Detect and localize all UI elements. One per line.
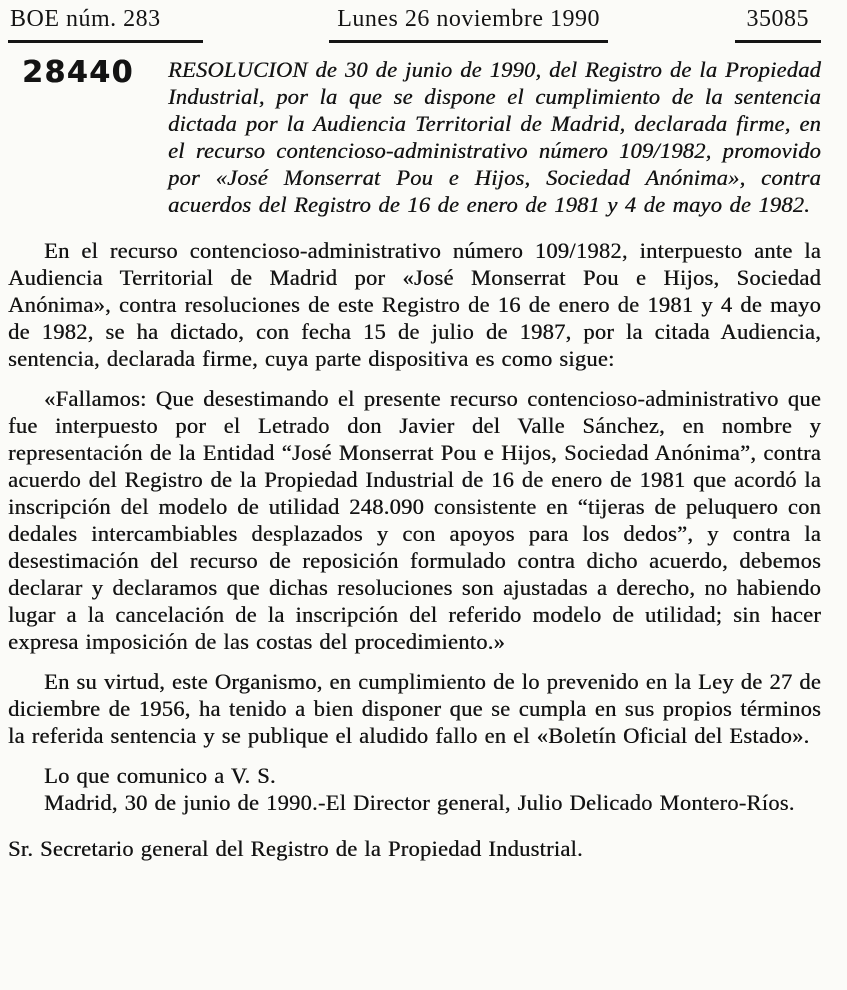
paragraph-virtud: En su virtud, este Organismo, en cumplimiento de lo prevenido en la Ley de 27 de diciembre de 1956, ha tenido a bien disponer que se cumpla en sus propios términos la referida sentencia y se publique el aludido fallo en el «Boletín Oficial del Estado». [8, 669, 821, 748]
date-heading: Lunes 26 noviembre 1990 [329, 6, 608, 43]
closing-signature: Madrid, 30 de junio de 1990.-El Director general, Julio Delicado Montero-Ríos. [44, 790, 795, 815]
entry-number: 28440 [22, 55, 134, 90]
paragraph-recurso: En el recurso contencioso-administrativo número 109/1982, interpuesto ante la Audiencia Territorial de Madrid por «José Monserrat Pou e Hijos, Sociedad Anónima», contra resoluciones de este Registro de 16 de enero de 1981 y 4 de mayo de 1982, se ha dictado, con fecha 15 de julio de 1987, por la citada Audiencia, sentencia, declarada firme, cuya parte dispositiva es como sigue: [8, 238, 821, 371]
resolution-body [8, 237, 821, 862]
masthead [8, 6, 821, 43]
entry-header [8, 56, 821, 218]
entry-summary: RESOLUCION de 30 de junio de 1990, del Registro de la Propiedad Industrial, por la que se dispone el cumplimiento de la sentencia dictada por la Audiencia Territorial de Madrid, declarada firme, en el recurso contencioso-administrativo número 109/1982, promovido por «José Monserrat Pou e Hijos, Sociedad Anónima», contra acuerdos del Registro de 16 de enero de 1981 y 4 de mayo de 1982. [168, 57, 821, 217]
boe-issue-label: BOE núm. 283 [8, 6, 203, 43]
addressee-line: Sr. Secretario general del Registro de la Propiedad Industrial. [8, 836, 583, 861]
closing-comunico: Lo que comunico a V. S. [44, 763, 276, 788]
page-number: 35085 [735, 6, 822, 43]
paragraph-fallamos: «Fallamos: Que desestimando el presente recurso contencioso-administrativo que fue interpuesto por el Letrado don Javier del Valle Sánchez, en nombre y representación de la Entidad “José Monserrat Pou e Hijos, Sociedad Anónima”, contra acuerdo del Registro de la Propiedad Industrial de 16 de enero de 1981 que acordó la inscripción del modelo de utilidad 248.090 consistente en “tijeras de peluquero con dedales intercambiables desplazados y con apoyos para los dedos”, y contra la desestimación del recurso de reposición formulado contra dicho acuerdo, debemos declarar y declaramos que dichas resoluciones son ajustadas a derecho, no habiendo lugar a la cancelación de la inscripción del referido modelo de utilidad; sin hacer expresa imposición de las costas del procedimiento.» [8, 386, 821, 654]
